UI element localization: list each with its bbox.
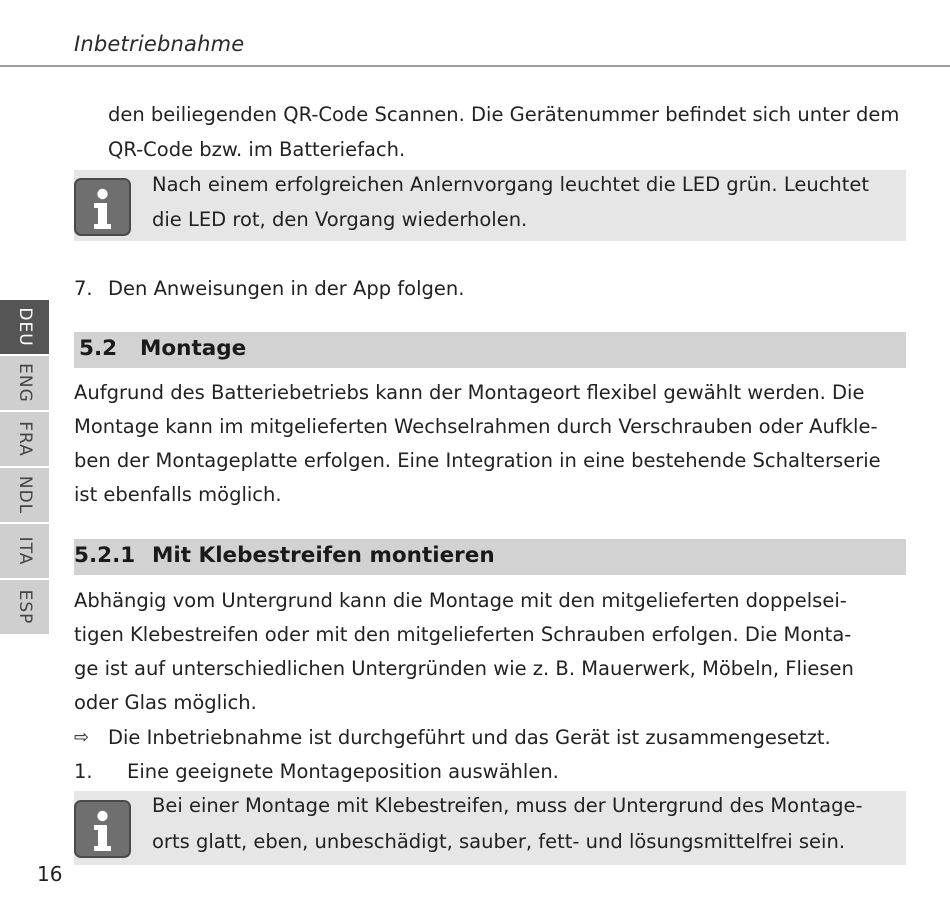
language-tab-label: FRA [14,421,35,457]
info-note-line-2: die LED rot, den Vorgang wiederholen. [152,208,528,231]
language-tab-label: NDL [14,475,35,515]
header-divider [0,65,950,67]
language-tab-ndl[interactable] [0,468,49,522]
step-number: 7. [74,277,93,300]
section-title: Montage [140,336,247,361]
body-line: Montage kann im mitgelieferten Wechselrahmen durch Verschrauben oder Aufkle- [74,415,878,438]
subsection-number: 5.2.1 [74,543,136,568]
language-tab-ita[interactable] [0,524,49,578]
language-tab-eng[interactable] [0,356,49,410]
step-text: Eine geeignete Montageposition auswählen. [127,760,559,783]
body-line: ist ebenfalls möglich. [74,483,282,506]
body-line: ben der Montageplatte erfolgen. Eine Integration in eine bestehende Schalterserie [74,449,881,472]
result-arrow-icon: ⇨ [74,727,90,748]
result-text: Die Inbetriebnahme ist durchgeführt und das Gerät ist zusammengesetzt. [108,726,831,749]
body-line: Aufgrund des Batteriebetriebs kann der Montageort flexibel gewählt werden. Die [74,381,865,404]
body-line: Abhängig vom Untergrund kann die Montage mit den mitgelieferten doppelsei- [74,589,847,612]
language-tab-label: DEU [14,307,35,347]
section-number: 5.2 [79,336,118,361]
page-number: 16 [37,862,63,886]
body-line: oder Glas möglich. [74,691,257,714]
body-line: tigen Klebestreifen oder mit den mitgelieferten Schrauben erfolgen. Die Monta- [74,623,852,646]
subsection-title: Mit Klebestreifen montieren [152,543,495,568]
language-tab-label: ESP [14,589,35,625]
language-tab-label: ITA [14,536,35,566]
language-tab-label: ENG [14,363,35,403]
info-note-line-2: orts glatt, eben, unbeschädigt, sauber, fett- und lösungsmittelfrei sein. [152,830,846,853]
language-tab-deu[interactable] [0,300,49,354]
body-line: ge ist auf unterschiedlichen Untergründen wie z. B. Mauerwerk, Möbeln, Fliesen [74,657,854,680]
step-number: 1. [74,760,93,783]
intro-line-2: QR-Code bzw. im Batteriefach. [108,138,406,161]
language-tab-fra[interactable] [0,412,49,466]
info-icon [74,178,131,236]
step-text: Den Anweisungen in der App folgen. [108,277,465,300]
info-icon [74,800,131,858]
running-header-title: Inbetriebnahme [74,32,245,56]
info-note-line-1: Bei einer Montage mit Klebestreifen, muss der Untergrund des Montage- [152,794,863,817]
intro-line-1: den beiliegenden QR-Code Scannen. Die Gerätenummer befindet sich unter dem [108,103,900,126]
info-note-line-1: Nach einem erfolgreichen Anlernvorgang leuchtet die LED grün. Leuchtet [152,173,870,196]
language-tab-esp[interactable] [0,580,49,634]
